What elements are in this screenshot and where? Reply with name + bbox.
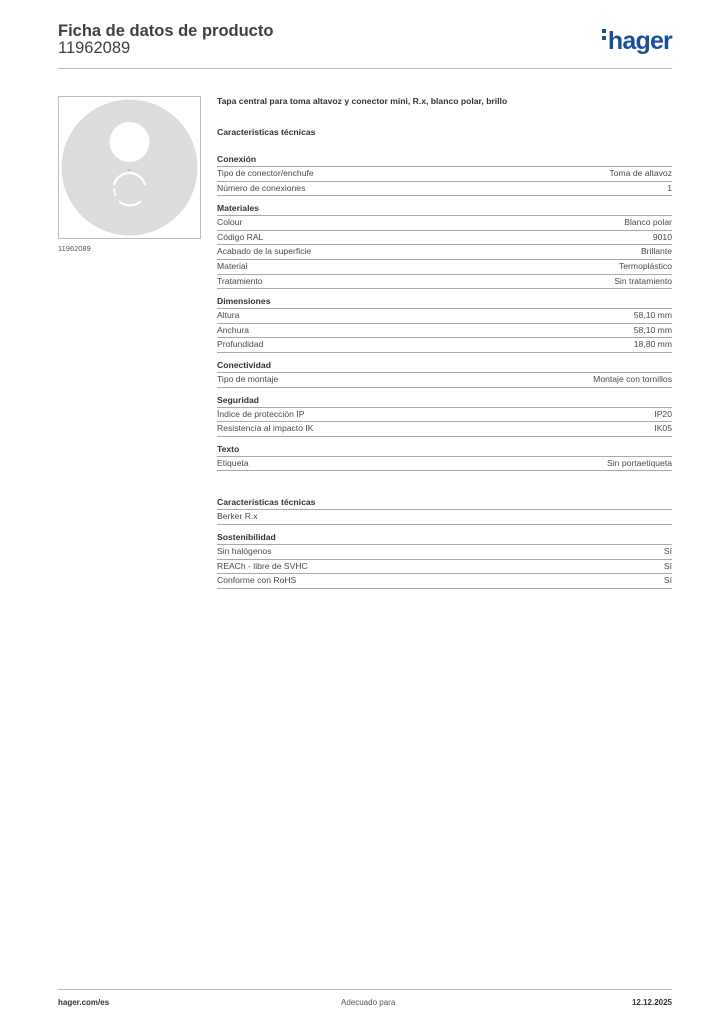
spec-value: 58,10 mm [633, 324, 672, 335]
section-title: Materiales [217, 202, 672, 216]
product-image [58, 96, 201, 239]
spec-value: 9010 [652, 231, 672, 242]
section-title: Sostenibilidad [217, 531, 672, 545]
spec-row [217, 457, 672, 472]
spec-value: Sí [663, 560, 672, 571]
technical-heading: Características técnicas [217, 127, 316, 137]
spec-sections [217, 153, 672, 471]
spec-value: Blanco polar [624, 217, 672, 228]
spec-row [217, 545, 672, 560]
product-description: Tapa central para toma altavoz y conector mini, R.x, blanco polar, brillo [217, 96, 508, 106]
round-cover-plate-icon [59, 97, 200, 238]
spec-section [217, 394, 672, 437]
section-title: Conexión [217, 153, 672, 167]
spec-content [217, 96, 672, 595]
spec-label: REACh - libre de SVHC [217, 560, 308, 571]
spec-label: Tipo de conector/enchufe [217, 168, 314, 178]
spec-label: Etiqueta [217, 457, 249, 468]
spec-row [217, 324, 672, 339]
spec-row [217, 422, 672, 437]
spec-value: Brillante [640, 246, 672, 257]
spec-label: Índice de protección IP [217, 408, 305, 419]
spec-section [217, 496, 672, 525]
spec-section [217, 531, 672, 589]
spec-label: Anchura [217, 324, 250, 335]
spec-row [217, 574, 672, 589]
spec-row [217, 167, 672, 182]
spec-label: Acabado de la superficie [217, 246, 312, 257]
spec-section [217, 295, 672, 353]
spec-row [217, 309, 672, 324]
spec-value: 18,80 mm [633, 339, 672, 350]
spec-label: Colour [217, 217, 243, 228]
spec-row [217, 231, 672, 246]
section-title: Seguridad [217, 394, 672, 408]
logo-text: hager [607, 27, 672, 55]
section-title: Conectividad [217, 359, 672, 373]
section-title: Características técnicas [217, 496, 672, 510]
spec-label: Sin halógenos [217, 545, 272, 556]
footer-suitable-for: Adecuado para [341, 998, 396, 1007]
spec-value: 58,10 mm [633, 310, 672, 321]
spec-section [217, 153, 672, 196]
spec-label: Resistencia al impacto IK [217, 423, 314, 434]
spec-label: Tratamiento [217, 275, 263, 286]
spec-label: Profundidad [217, 339, 264, 350]
product-number: 11962089 [58, 39, 131, 57]
spec-value: Sin portaetiqueta [607, 457, 672, 468]
spec-value: Sin tratamiento [614, 275, 672, 286]
spec-label: Número de conexiones [217, 182, 306, 193]
spec-section [217, 202, 672, 289]
logo-colon-icon [602, 29, 606, 47]
spec-value: Termoplástico [618, 260, 672, 271]
spec-value: 1 [667, 182, 672, 193]
spec-label: Berker R.x [217, 511, 258, 522]
spec-row [217, 510, 672, 525]
spec-row [217, 408, 672, 423]
spec-label: Material [217, 260, 248, 271]
spec-label: Tipo de montaje [217, 373, 279, 384]
footer-date: 12.12.2025 [631, 998, 672, 1007]
spec-section [217, 443, 672, 472]
spec-row [217, 245, 672, 260]
spec-value: Sí [663, 545, 672, 556]
spec-row [217, 216, 672, 231]
section-title: Dimensiones [217, 295, 672, 309]
spec-row [217, 182, 672, 197]
spec-row [217, 373, 672, 388]
footer-divider [58, 989, 672, 990]
section-title: Texto [217, 443, 672, 457]
spec-label: Conforme con RoHS [217, 575, 297, 586]
spec-value: Toma de altavoz [609, 168, 672, 178]
header-divider [58, 68, 672, 69]
spec-label: Código RAL [217, 231, 264, 242]
spec-row [217, 560, 672, 575]
page-header [58, 22, 672, 70]
spec-label: Altura [217, 310, 240, 321]
image-caption: 11962089 [58, 244, 91, 253]
spec-value: IK05 [654, 423, 672, 434]
spec-value: Sí [663, 575, 672, 586]
spec-section [217, 359, 672, 388]
page-title: Ficha de datos de producto [58, 22, 274, 40]
spec-row [217, 275, 672, 290]
footer-website: hager.com/es [58, 998, 110, 1007]
spec-sections-secondary [217, 496, 672, 588]
spec-row [217, 260, 672, 275]
spec-value: IP20 [654, 408, 672, 419]
hager-logo [602, 27, 672, 56]
spec-row [217, 338, 672, 353]
spec-value: Montaje con tornillos [593, 373, 672, 384]
